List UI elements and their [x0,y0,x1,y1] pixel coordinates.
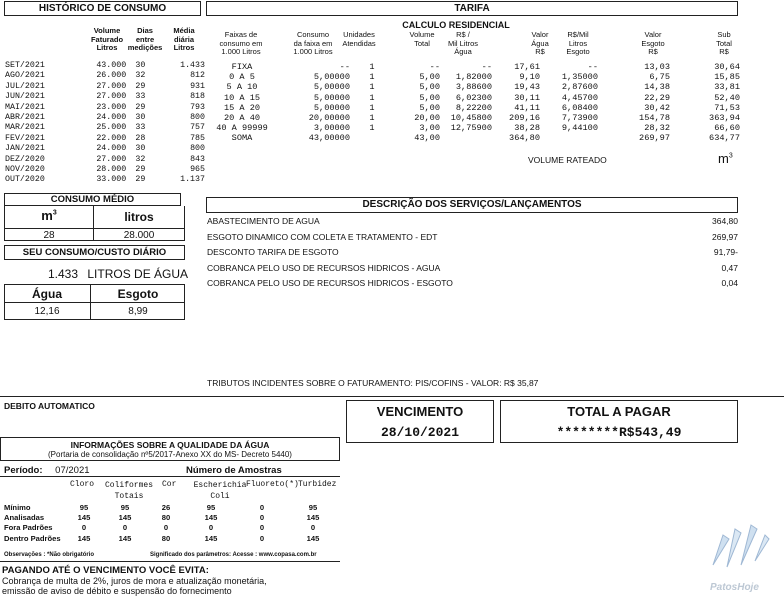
tarifa-cell-rsesg: -- [587,62,598,72]
tarifa-h-unidades: Unidades Atendidas [342,30,376,48]
tarifa-cell-faixa: 0 A 5 [229,72,255,83]
tarifa-title-box [206,1,738,16]
historico-table [5,61,205,186]
historico-mes: SET/2021 [5,61,45,70]
tarifa-cell-rsesg: 7,73900 [561,113,598,124]
qualidade-value: 26 [161,503,171,512]
servico-valor: 0,47 [721,262,738,273]
numero-amostras: Número de Amostras [186,465,282,476]
qualidade-table [4,503,340,544]
historico-dias: 33 [135,123,146,133]
historico-row [5,175,205,185]
consumo-medio-unit-m3: $m^3$ [41,208,57,223]
historico-media: 818 [190,92,205,102]
historico-dias: 33 [135,92,146,102]
tarifa-cell-unid: 1 [369,82,375,93]
qa-col-cloro: Cloro [70,480,95,489]
qualidade-row [4,523,340,533]
tarifa-cell-valor: 41,11 [514,102,540,113]
historico-mes: MAI/2021 [5,102,45,112]
qualidade-value: 145 [204,533,218,543]
tarifa-row [206,62,740,72]
historico-dias: 28 [135,133,146,143]
tarifa-cell-consumo: 20,00000 [308,113,350,124]
historico-volume: 27.000 [96,154,127,164]
historico-dias: 32 [135,71,146,81]
tarifa-h-valoresg: Valor Esgoto R$ [641,30,665,56]
tarifa-cell-rsmil: 3,88600 [455,82,492,93]
tarifa-cell-rsmil: 1,82000 [455,72,492,83]
historico-row [5,134,205,144]
tarifa-cell-unid: 1 [369,123,375,134]
tarifa-cell-faixa: 5 A 10 [226,82,258,93]
tarifa-cell-rsesg: 6,08400 [561,102,598,113]
tarifa-cell-valor: 17,61 [514,62,540,72]
tarifa-cell-valesg: 28,32 [644,123,670,134]
tarifa-cell-sub: 71,53 [714,102,740,113]
aviso-line2: emissão de aviso de débito e suspensão do fornecimento [2,586,232,596]
consumo-medio-value-m3: 28 [43,230,55,241]
tarifa-row [206,93,740,103]
historico-media: 1.433 [180,61,205,70]
qualidade-row [4,513,340,523]
historico-row [5,155,205,165]
tarifa-cell-consumo: 5,00000 [313,92,350,103]
tarifa-cell-faixa: 40 A 99999 [216,123,268,134]
tarifa-cell-rsmil [440,133,492,143]
tarifa-cell-rsmil: 10,45800 [450,113,492,124]
historico-mes: DEZ/2020 [5,154,45,164]
vencimento-value: 28/10/2021 [380,425,459,440]
watermark-text: PatosHoje [710,582,759,593]
historico-mes: NOV/2020 [5,165,45,175]
consumo-medio-title: CONSUMO MÉDIO [50,194,135,205]
custo-diario-col-agua: Água [32,287,62,301]
historico-volume: 43.000 [96,61,127,70]
tarifa-cell-vol: 43,00 [414,133,440,144]
historico-volume: 27.000 [96,92,127,102]
tarifa-cell-sub: 363,94 [709,113,740,124]
qualidade-row-label: Mínimo [4,503,31,512]
historico-row [5,103,205,113]
historico-row [5,123,205,133]
tarifa-cell-faixa: 20 A 40 [223,113,261,124]
tarifa-title: TARIFA [454,3,490,14]
tarifa-cell-valor: 209,16 [509,113,540,124]
historico-media: 757 [190,123,205,133]
tarifa-cell-consumo: -- [339,62,350,72]
tarifa-cell-valesg: 269,97 [639,133,670,144]
historico-media: 800 [190,144,205,154]
historico-row [5,61,205,71]
vencimento-label: VENCIMENTO [376,404,464,419]
tarifa-cell-consumo: 5,00000 [313,82,350,93]
historico-mes: ABR/2021 [5,113,45,123]
historico-dias: 30 [135,113,146,123]
historico-mes: MAR/2021 [5,123,45,133]
total-label: TOTAL A PAGAR [567,404,671,419]
tarifa-cell-faixa: 15 A 20 [223,102,261,113]
tarifa-cell-sub: 30,64 [714,62,740,72]
historico-media: 965 [190,165,205,175]
qualidade-row-label: Fora Padrões [4,523,53,533]
qualidade-value: 145 [306,533,320,543]
historico-dias: 29 [135,102,146,112]
tarifa-cell-vol: 5,00 [419,102,440,113]
custo-diario-title: SEU CONSUMO/CUSTO DIÁRIO [22,247,167,258]
historico-title-box [4,1,201,16]
historico-col-dias: Dias entre medições [127,26,163,52]
historico-mes: OUT/2020 [5,175,45,185]
tributos-text: TRIBUTOS INCIDENTES SOBRE O FATURAMENTO: PIS/COFINS - VALOR: R$ 35,87 [207,378,539,388]
historico-dias: 29 [135,175,146,185]
tarifa-cell-valor: 9,10 [519,72,540,83]
historico-volume: 22.000 [96,133,127,143]
qualidade-value: 145 [77,513,91,523]
qualidade-value: 80 [161,533,171,543]
qualidade-value: 0 [122,523,128,533]
tarifa-cell-rsmil: 8,22200 [455,102,492,113]
volume-rateado-unit: $m^3$ [718,151,733,166]
servicos-title: DESCRIÇÃO DOS SERVIÇOS/LANÇAMENTOS [362,199,582,210]
custo-diario-title-box [4,245,185,260]
qualidade-value: 145 [118,513,132,523]
custo-diario-agua: 12,16 [34,306,60,317]
qualidade-value: 80 [161,513,171,523]
historico-media: 1.137 [180,175,205,185]
tarifa-row [206,103,740,113]
qualidade-subtitle: (Portaria de consolidação nº5/2017-Anexo XX do MS- Decreto 5440) [48,450,292,459]
tarifa-cell-vol: 5,00 [419,72,440,83]
qualidade-row-label: Analisadas [4,513,45,523]
tarifa-subtitle: CALCULO RESIDENCIAL [402,20,510,30]
water-drops-watermark [705,505,775,575]
tarifa-cell-unid: 1 [369,102,375,113]
tarifa-row [206,113,740,123]
qualidade-value: 145 [118,533,132,543]
tarifa-cell-faixa: SOMA [231,133,253,144]
servico-row [207,276,738,292]
qualidade-value: 95 [206,503,216,512]
historico-row [5,144,205,154]
tarifa-cell-valor: 19,43 [514,82,540,93]
qualidade-value: 0 [310,523,316,533]
historico-volume: 23.000 [96,102,127,112]
total-value: ********R$543,49 [556,425,682,440]
tarifa-cell-unid: 1 [369,113,375,124]
tarifa-table [206,62,740,144]
qualidade-title: INFORMAÇÕES SOBRE A QUALIDADE DA ÁGUA [70,440,270,450]
volume-rateado-label: VOLUME RATEADO [528,155,607,165]
qualidade-value: 95 [308,503,318,512]
tarifa-cell-sub: 33,81 [714,82,740,93]
tarifa-cell-sub: 15,85 [714,72,740,83]
qualidade-value: 145 [204,513,218,523]
historico-title: HISTÓRICO DE CONSUMO [38,3,167,14]
tarifa-h-rs: R$ / Mil Litros Água [447,30,478,56]
qualidade-value: 0 [163,523,169,533]
aviso-title: PAGANDO ATÉ O VENCIMENTO VOCÊ EVITA: [2,565,209,576]
historico-mes: AGO/2021 [5,71,45,81]
servico-row [207,261,738,277]
tarifa-cell-valesg: 6,75 [649,72,670,83]
tarifa-cell-vol: 3,00 [419,123,440,134]
servico-row [207,230,738,246]
qualidade-value: 95 [120,503,130,512]
historico-media: 843 [190,154,205,164]
tarifa-cell-unid [350,133,394,143]
servico-valor: 364,80 [712,216,738,226]
historico-volume: 25.000 [96,123,127,133]
servico-row [207,214,738,230]
consumo-medio-unit-litros: litros [124,210,154,224]
qualidade-value: 145 [77,533,91,543]
servico-desc: COBRANCA PELO USO DE RECURSOS HIDRICOS - ESGOTO [207,278,453,288]
custo-diario-value: 1.433 LITROS DE ÁGUA [48,267,189,281]
consumo-medio-title-box [4,193,181,206]
servico-desc: DESCONTO TARIFA DE ESGOTO [207,247,339,257]
tarifa-cell-unid: 1 [369,62,375,72]
servico-desc: ABASTECIMENTO DE AGUA [207,216,320,226]
servico-desc: ESGOTO DINAMICO COM COLETA E TRATAMENTO - EDT [207,231,438,242]
tarifa-cell-vol: 5,00 [419,92,440,103]
historico-media: 800 [190,113,205,123]
servico-valor: 0,04 [721,278,738,288]
tarifa-cell-rsesg: 2,87600 [561,82,598,93]
tarifa-cell-rsesg: 9,44100 [561,123,598,134]
historico-dias: 30 [135,144,146,154]
tarifa-h-faixas: Faixas de consumo em 1.000 Litros [219,30,263,56]
historico-col-volume: Volume Faturado Litros [90,26,124,52]
servico-valor: 91,79- [713,247,738,257]
tarifa-cell-valesg: 13,03 [644,62,670,72]
historico-row [5,71,205,81]
tarifa-h-rsmil: R$/Mil Litros Esgoto [566,30,590,56]
historico-col-media: Média diária Litros [173,26,195,52]
historico-volume: 26.000 [96,71,127,81]
servicos-title-box [206,197,738,213]
aviso-line1: Cobrança de multa de 2%, juros de mora e atualização monetária, [2,576,267,586]
historico-media: 812 [190,71,205,81]
tarifa-cell-consumo: 3,00000 [313,123,350,134]
qa-col-fluoreto: Fluoreto(*) [246,480,299,489]
qa-col-escherichia: Escherichia Coli [193,481,247,501]
historico-media: 785 [190,133,205,143]
qa-significado: Significado dos parâmetros: Acesse : www.copasa.com.br [150,552,317,558]
servico-row [207,245,738,261]
custo-diario-esgoto: 8,99 [128,306,148,317]
historico-media: 931 [190,81,205,91]
qualidade-value: 0 [259,533,265,543]
consumo-medio-value-litros: 28.000 [123,230,155,241]
historico-media: 793 [190,102,205,112]
historico-mes: FEV/2021 [5,133,45,143]
historico-volume: 24.000 [96,113,127,123]
tarifa-cell-rsesg: 1,35000 [561,72,598,83]
tarifa-h-volume: Volume Total [409,30,435,48]
historico-volume: 33.000 [96,175,127,185]
periodo: Período: 07/2021 [4,465,90,476]
tarifa-cell-faixa: FIXA [231,62,253,72]
servico-valor: 269,97 [712,231,738,242]
qualidade-value: 0 [259,513,265,523]
tarifa-cell-faixa: 10 A 15 [223,92,261,103]
qualidade-value: 0 [81,523,87,533]
tarifa-cell-consumo: 43,00000 [308,133,350,144]
historico-dias: 29 [135,165,146,175]
historico-volume: 24.000 [96,144,127,154]
tarifa-cell-consumo: 5,00000 [313,72,350,83]
qa-col-turbidez: Turbidez [298,480,337,489]
tarifa-cell-valesg: 14,38 [644,82,670,93]
qa-col-coliformes: Coliformes Totais [104,481,153,501]
historico-dias: 29 [135,81,146,91]
historico-row [5,92,205,102]
debito-automatico: DEBITO AUTOMATICO [4,401,95,411]
tarifa-cell-sub: 66,60 [714,123,740,134]
qualidade-value: 0 [208,523,214,533]
historico-volume: 27.000 [96,81,127,91]
historico-dias: 32 [135,154,146,164]
tarifa-cell-consumo: 5,00000 [313,102,350,113]
tarifa-cell-valesg: 22,29 [644,92,670,103]
tarifa-row [206,123,740,133]
tarifa-cell-rsmil: -- [481,62,492,72]
tarifa-cell-rsesg [540,133,598,143]
historico-mes: JUN/2021 [5,92,45,102]
tarifa-cell-vol: -- [429,62,440,72]
tarifa-cell-rsmil: 6,02300 [455,92,492,103]
historico-row [5,113,205,123]
tarifa-cell-valor: 30,11 [514,92,540,103]
qa-col-cor: Cor [162,480,177,489]
historico-dias: 30 [135,61,146,70]
tarifa-cell-vol: 20,00 [414,113,440,124]
historico-volume: 28.000 [96,165,127,175]
tarifa-row [206,133,740,143]
historico-row [5,165,205,175]
tarifa-cell-unid: 1 [369,72,375,83]
tarifa-cell-rsmil: 12,75900 [450,123,492,134]
tarifa-cell-valor: 38,28 [514,123,540,134]
historico-mes: JUL/2021 [5,81,45,91]
servicos-table [207,214,738,292]
tarifa-h-sub: Sub Total R$ [716,30,732,56]
qualidade-value: 0 [259,503,265,512]
qa-observacoes: Observações : *Não obrigatório [4,552,95,558]
qualidade-row-label: Dentro Padrões [4,533,61,543]
historico-row [5,82,205,92]
tarifa-cell-valesg: 30,42 [644,102,670,113]
tarifa-h-consumo: Consumo da faixa em 1.000 Litros [293,30,333,56]
qualidade-value: 145 [306,513,320,523]
qualidade-row [4,534,340,544]
tarifa-cell-sub: 634,77 [709,133,740,144]
historico-mes: JAN/2021 [5,144,45,154]
tarifa-row [206,82,740,92]
tarifa-cell-valor: 364,80 [509,133,540,144]
tarifa-cell-vol: 5,00 [419,82,440,93]
tarifa-cell-valesg: 154,78 [639,113,670,124]
tarifa-cell-rsesg: 4,45700 [561,92,598,103]
qualidade-value: 95 [79,503,89,512]
tarifa-cell-unid: 1 [369,92,375,103]
servico-desc: COBRANCA PELO USO DE RECURSOS HIDRICOS - AGUA [207,262,441,273]
custo-diario-col-esgoto: Esgoto [117,287,159,301]
qualidade-value: 0 [259,523,265,533]
qualidade-row [4,503,340,513]
tarifa-cell-sub: 52,40 [714,92,740,103]
tarifa-row [206,72,740,82]
tarifa-h-valor: Valor Água R$ [531,30,549,56]
